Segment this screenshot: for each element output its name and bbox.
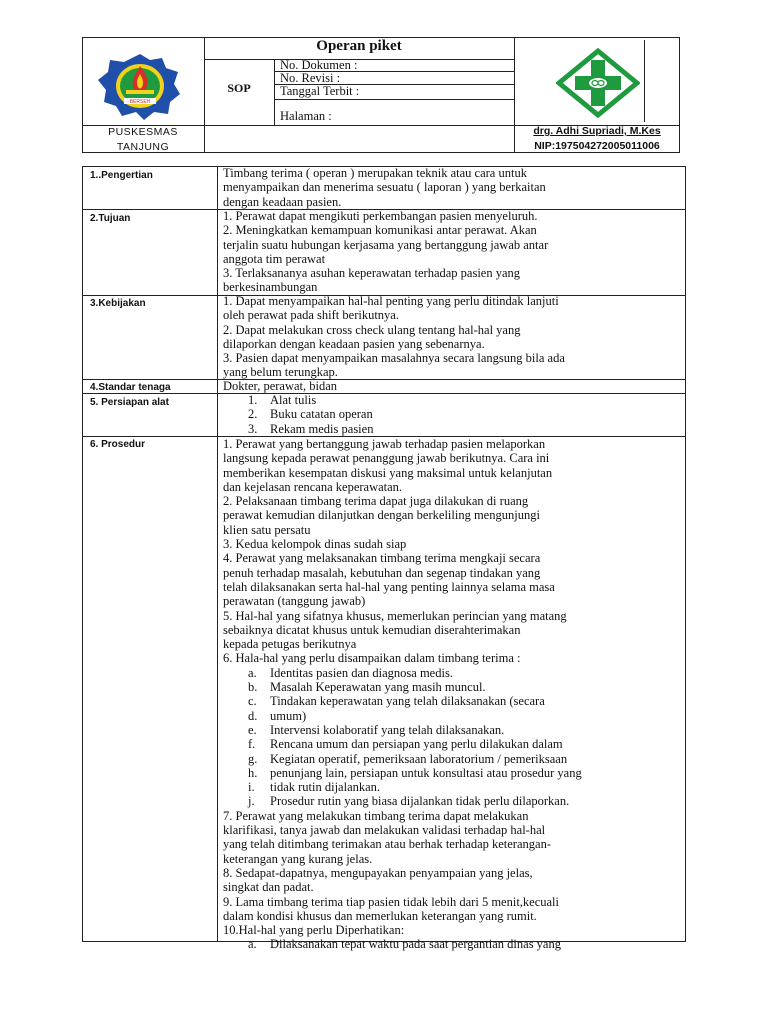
list-item — [248, 680, 683, 694]
list-text: Dilaksanakan tepat waktu pada saat pergantian dinas yang — [270, 937, 561, 952]
text-line: berkesinambungan — [223, 280, 318, 295]
text-line: Dokter, perawat, bidan — [223, 379, 338, 393]
text-line: penuh terhadap masalah, kebutuhan dan segenap tindakan yang — [223, 565, 541, 580]
text-line: 3. Kedua kelompok dinas sudah siap — [223, 537, 407, 552]
list-marker: h. — [248, 765, 258, 780]
doctor-nip: NIP:197504272005011006 — [534, 140, 660, 152]
list-item — [248, 422, 708, 436]
list-text: Rekam medis pasien — [270, 421, 374, 436]
section-label-prosedur: 6. Prosedur — [90, 439, 146, 450]
list-marker: 2. — [248, 407, 258, 422]
list-text: umum) — [270, 708, 307, 723]
list-marker: d. — [248, 708, 258, 723]
list-text: Rencana umum dan persiapan yang perlu dilakukan dalam — [270, 737, 563, 752]
text-line: memberikan kesempatan diskusi yang maksimal untuk kelanjutan — [223, 465, 553, 480]
list-marker: 1. — [248, 393, 258, 407]
list-marker: b. — [248, 680, 258, 695]
list-marker: c. — [248, 694, 257, 709]
list-item — [248, 937, 683, 951]
text-line: 2. Dapat melakukan cross check ulang tentang hal-hal yang — [223, 322, 521, 337]
health-cross-logo-icon — [556, 48, 640, 118]
list-text: Buku catatan operan — [270, 407, 373, 422]
list-item — [248, 666, 683, 680]
sop-label: SOP — [227, 81, 251, 95]
list-item — [248, 407, 708, 421]
text-line: langsung kepada perawat penanggung jawab berikutnya. Cara ini — [223, 451, 550, 466]
list-item — [248, 780, 683, 794]
text-line: Timbang terima ( operan ) merupakan teknik atau cara untuk — [223, 166, 527, 180]
list-item — [248, 766, 683, 780]
list-marker: i. — [248, 780, 255, 795]
text-line: 8. Sedapat-dapatnya, mengupayakan penyampaian yang jelas, — [223, 865, 533, 880]
puskesmas-logo-icon — [96, 52, 184, 120]
puskesmas-line: TANJUNG — [116, 141, 170, 153]
text-line: 9. Lama timbang terima tiap pasien tidak lebih dari 5 menit,kecuali — [223, 894, 560, 909]
text-line: dengan keadaan pasien. — [223, 194, 342, 209]
text-line: 6. Hala-hal yang perlu disampaikan dalam timbang terima : — [223, 651, 521, 666]
text-line: 5. Hal-hal yang sifatnya khusus, memerlukan perincian yang matang — [223, 608, 567, 623]
no-revisi-label: No. Revisi : — [280, 71, 341, 85]
text-line: 2. Meningkatkan kemampuan komunikasi antar perawat. Akan — [223, 223, 537, 238]
list-text: Tindakan keperawatan yang telah dilaksanakan (secara — [270, 694, 545, 709]
section-label-tujuan: 2.Tujuan — [90, 213, 131, 224]
halaman-label: Halaman : — [280, 109, 332, 123]
text-line: telah dilaksanakan serta hal-hal yang penting lainnya selama masa — [223, 579, 555, 594]
pengertian-content — [223, 166, 683, 209]
list-item — [248, 752, 683, 766]
list-text: Kegiatan operatif, pemeriksaan laboratorium / pemeriksaan — [270, 751, 568, 766]
text-line: yang belum terungkap. — [223, 365, 338, 380]
text-line: terjalin suatu hubungan kerjasama yang bertanggung jawab antar — [223, 237, 549, 252]
text-line: 4. Perawat yang melaksanakan timbang terima mengkaji secara — [223, 551, 541, 566]
list-marker: e. — [248, 722, 257, 737]
text-line: 3. Pasien dapat menyampaikan masalahnya secara langsung bila ada — [223, 351, 565, 366]
column-divider — [217, 166, 218, 942]
hal-diperhatikan-list — [223, 937, 683, 951]
list-item — [248, 709, 683, 723]
text-line: 3. Terlaksananya asuhan keperawatan terhadap pasien yang — [223, 266, 521, 281]
text-line: perawat kemudian dilanjutkan dengan berkeliling mengunjungi — [223, 508, 540, 523]
list-marker: a. — [248, 937, 257, 952]
header-divider — [204, 59, 514, 60]
puskesmas-name — [82, 125, 204, 155]
text-line: klien satu persatu — [223, 522, 311, 537]
list-text: Intervensi kolaboratif yang telah dilaksanakan. — [270, 722, 505, 737]
document-title: Operan piket — [316, 38, 402, 54]
text-line: oleh perawat pada shift berikutnya. — [223, 308, 399, 323]
list-marker: f. — [248, 737, 256, 752]
text-line: singkat dan padat. — [223, 880, 314, 895]
text-line: menyampaikan dan menerima sesuatu ( laporan ) yang berkaitan — [223, 180, 546, 195]
list-text: tidak rutin dijalankan. — [270, 780, 381, 795]
list-text: penunjang lain, persiapan untuk konsultasi atau prosedur yang — [270, 765, 582, 780]
list-marker: j. — [248, 794, 255, 809]
list-marker: g. — [248, 751, 258, 766]
list-text: Identitas pasien dan diagnosa medis. — [270, 665, 453, 680]
standar-content — [223, 379, 683, 393]
text-line: dalam kondisi khusus dan memerlukan keterangan yang rumit. — [223, 908, 537, 923]
section-label-pengertian: 1..Pengertian — [90, 170, 153, 181]
header-divider — [274, 59, 275, 125]
text-line: 10.Hal-hal yang perlu Diperhatikan: — [223, 923, 405, 938]
logo-banner-text: BERSEH — [129, 99, 151, 105]
text-line: 2. Pelaksanaan timbang terima dapat juga dilakukan di ruang — [223, 494, 529, 509]
header-divider — [274, 99, 514, 100]
doctor-signature-block — [514, 124, 680, 154]
prosedur-content — [223, 437, 683, 952]
text-line: sebaiknya dicatat khusus untuk kemudian diserahterimakan — [223, 622, 521, 637]
text-line: kepada petugas berikutnya — [223, 637, 357, 652]
header-divider — [644, 40, 645, 122]
list-item — [248, 393, 708, 407]
kebijakan-content — [223, 294, 683, 380]
text-line: 7. Perawat yang melakukan timbang terima dapat melakukan — [223, 808, 529, 823]
text-line: dilaporkan dengan keadaan pasien yang sebenarnya. — [223, 336, 485, 351]
persiapan-list — [248, 393, 708, 436]
list-item — [248, 694, 683, 708]
text-line: 1. Dapat menyampaikan hal-hal penting yang perlu ditindak lanjuti — [223, 294, 559, 308]
list-marker: 3. — [248, 421, 258, 436]
list-item — [248, 723, 683, 737]
text-line: 1. Perawat yang bertanggung jawab terhadap pasien melaporkan — [223, 437, 546, 451]
no-dokumen-label: No. Dokumen : — [280, 58, 358, 72]
list-text: Alat tulis — [270, 393, 317, 407]
text-line: dan kejelasan rencana keperawatan. — [223, 479, 403, 494]
section-label-persiapan: 5. Persiapan alat — [90, 397, 169, 408]
text-line: perawatan (tanggung jawab) — [223, 594, 366, 609]
section-label-kebijakan: 3.Kebijakan — [90, 298, 146, 309]
list-text: Prosedur rutin yang biasa dijalankan tidak perlu dilaporkan. — [270, 794, 570, 809]
section-label-standar: 4.Standar tenaga — [90, 382, 171, 393]
puskesmas-line: PUSKESMAS — [108, 126, 178, 138]
list-item — [248, 737, 683, 751]
tujuan-content — [223, 209, 683, 295]
text-line: yang telah ditimbang terimakan atau berhak terhadap keterangan- — [223, 837, 551, 852]
doctor-name: drg. Adhi Supriadi, M.Kes — [533, 125, 661, 137]
list-item — [248, 794, 683, 808]
list-marker: a. — [248, 665, 257, 680]
hal-disampaikan-list — [223, 666, 683, 809]
text-line: 1. Perawat dapat mengikuti perkembangan pasien menyeluruh. — [223, 209, 538, 223]
text-line: keterangan yang kurang jelas. — [223, 851, 373, 866]
tanggal-terbit-label: Tanggal Terbit : — [280, 84, 360, 98]
list-text: Masalah Keperawatan yang masih muncul. — [270, 680, 486, 695]
text-line: klarifikasi, tanya jawab dan melakukan validasi terhadap hal-hal — [223, 823, 546, 838]
text-line: anggota tim perawat — [223, 251, 326, 266]
